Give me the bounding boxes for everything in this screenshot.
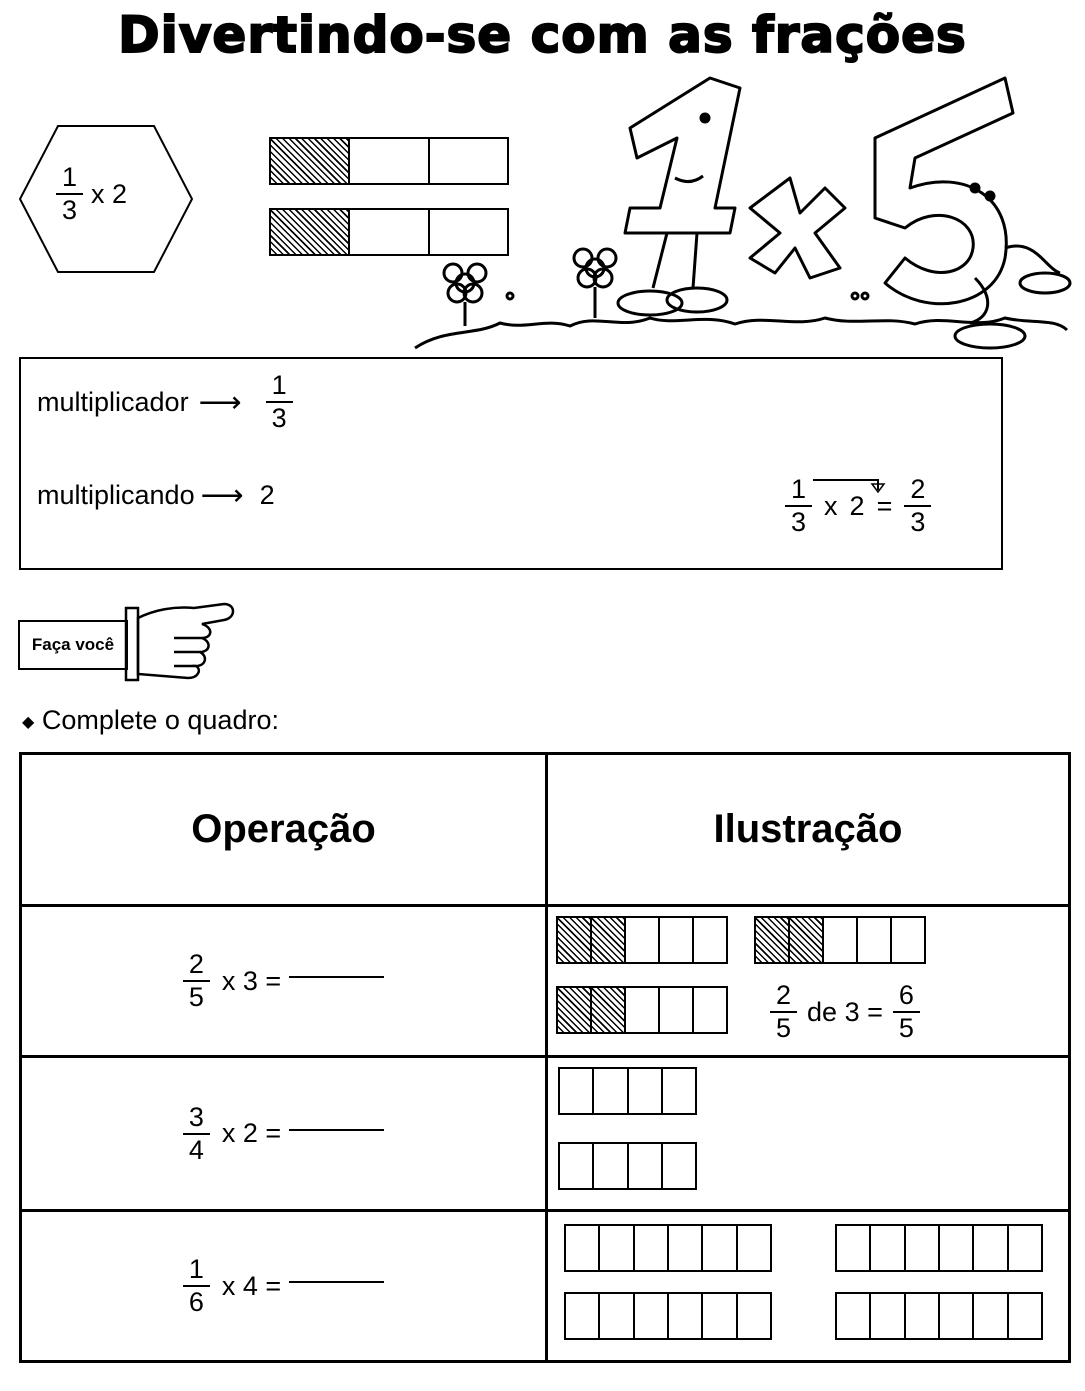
- fraction-bar: [564, 1292, 772, 1340]
- operation-cell-1: $\frac{2}{5}$ x 3 =: [21, 906, 547, 1057]
- bar-cell: [974, 1294, 1008, 1338]
- bar-cell: [1009, 1294, 1041, 1338]
- fraction-bar: [558, 1142, 697, 1190]
- multiplicando-row: [37, 478, 275, 513]
- fraction-bar: [754, 916, 926, 964]
- bar-cell: [906, 1226, 940, 1270]
- multiplicador-fraction: $\frac{1}{3}$: [266, 372, 293, 432]
- bar-cell: [626, 918, 660, 962]
- bar-cell: [635, 1226, 669, 1270]
- operation-fraction: $\frac{3}{4}$: [183, 1104, 210, 1164]
- numerator-arrow-icon: [808, 472, 888, 494]
- bar-cell: [974, 1226, 1008, 1270]
- bar-cell: [566, 1294, 600, 1338]
- bar-cell: [892, 918, 924, 962]
- note-result-fraction: $\frac{6}{5}$: [893, 982, 920, 1042]
- header-ilustracao: Ilustração: [547, 754, 1070, 906]
- bar-cell: [694, 918, 726, 962]
- bar-cell-shaded: [271, 139, 350, 183]
- bar-cell: [738, 1226, 770, 1270]
- faca-voce-sign: Faça você: [18, 620, 128, 670]
- bar-cell: [594, 1144, 628, 1188]
- bar-cell: [560, 1069, 594, 1113]
- bar-cell: [600, 1294, 634, 1338]
- bar-cell: [940, 1226, 974, 1270]
- bar-cell-shaded: [271, 210, 350, 254]
- illustration-cell-1: [547, 906, 1070, 1057]
- multiplicador-label: multiplicador: [37, 386, 189, 417]
- cartoon-characters-illustration: [405, 68, 1075, 358]
- bar-cell: [871, 1226, 905, 1270]
- illustration-note: $\frac{2}{5}$ de 3 = $\frac{6}{5}$: [770, 982, 920, 1042]
- bar-cell: [660, 988, 694, 1032]
- bar-cell: [600, 1226, 634, 1270]
- multiplicando-value: 2: [259, 480, 275, 510]
- operation-fraction: $\frac{2}{5}$: [183, 951, 210, 1011]
- bar-cell: [635, 1294, 669, 1338]
- header-operacao: Operação: [21, 754, 547, 906]
- multiplicando-label: multiplicando: [37, 480, 195, 510]
- fraction-bar: [835, 1292, 1043, 1340]
- arrow-right-icon: ⟶: [198, 385, 242, 419]
- equation-result-fraction: $\frac{2}{3}$: [904, 476, 931, 536]
- fraction-bar: [556, 916, 728, 964]
- hexagon-expression: $\frac{1}{3}$ x 2: [56, 164, 127, 224]
- bar-cell-shaded: [558, 988, 592, 1032]
- bar-cell: [906, 1294, 940, 1338]
- bar-cell: [560, 1144, 594, 1188]
- bar-cell: [824, 918, 858, 962]
- instruction: ◆ Complete o quadro:: [22, 705, 279, 735]
- hexagon-fraction: $\frac{1}{3}$: [56, 164, 83, 224]
- bar-cell: [703, 1294, 737, 1338]
- bar-cell: [629, 1144, 663, 1188]
- bar-cell: [703, 1226, 737, 1270]
- fraction-bar: [835, 1224, 1043, 1272]
- fraction-bar: [556, 986, 728, 1034]
- equation-fraction: $\frac{1}{3}$: [785, 476, 812, 536]
- bar-cell: [626, 988, 660, 1032]
- bar-cell: [663, 1069, 695, 1113]
- illustration-cell-3: [547, 1211, 1070, 1362]
- arrow-right-icon: ⟶: [200, 479, 244, 512]
- bar-cell: [858, 918, 892, 962]
- fraction-bar: [564, 1224, 772, 1272]
- bar-cell: [669, 1294, 703, 1338]
- bar-cell: [837, 1226, 871, 1270]
- operation-fraction: $\frac{1}{6}$: [183, 1256, 210, 1316]
- bar-cell-shaded: [756, 918, 790, 962]
- bar-cell-shaded: [558, 918, 592, 962]
- bar-cell: [738, 1294, 770, 1338]
- bar-cell-shaded: [790, 918, 824, 962]
- definition-equation: $\frac{1}{3}$ x 2 = $\frac{2}{3}$: [785, 476, 931, 536]
- pointing-hand-icon: [124, 598, 239, 686]
- fraction-bar: [558, 1067, 697, 1115]
- page-title: Divertindo-se com as frações: [118, 6, 967, 64]
- bar-cell-shaded: [592, 988, 626, 1032]
- bar-cell: [660, 918, 694, 962]
- exercise-table: [19, 752, 1071, 1363]
- bar-cell: [663, 1144, 695, 1188]
- answer-blank[interactable]: [289, 976, 384, 978]
- operation-cell-3: $\frac{1}{6}$ x 4 =: [21, 1211, 547, 1362]
- bullet-diamond-icon: ◆: [22, 713, 35, 731]
- illustration-cell-2: [547, 1057, 1070, 1211]
- bar-cell: [594, 1069, 628, 1113]
- bar-cell: [669, 1226, 703, 1270]
- equation-whole: 2: [849, 490, 865, 521]
- bar-cell: [1009, 1226, 1041, 1270]
- bar-cell: [940, 1294, 974, 1338]
- bar-cell: [837, 1294, 871, 1338]
- bar-cell: [871, 1294, 905, 1338]
- answer-blank[interactable]: [289, 1129, 384, 1131]
- bar-cell-shaded: [592, 918, 626, 962]
- answer-blank[interactable]: [289, 1281, 384, 1283]
- bar-cell: [694, 988, 726, 1032]
- note-fraction: $\frac{2}{5}$: [770, 982, 797, 1042]
- operation-cell-2: $\frac{3}{4}$ x 2 =: [21, 1057, 547, 1211]
- bar-cell: [566, 1226, 600, 1270]
- bar-cell: [629, 1069, 663, 1113]
- multiplicador-row: [37, 372, 293, 432]
